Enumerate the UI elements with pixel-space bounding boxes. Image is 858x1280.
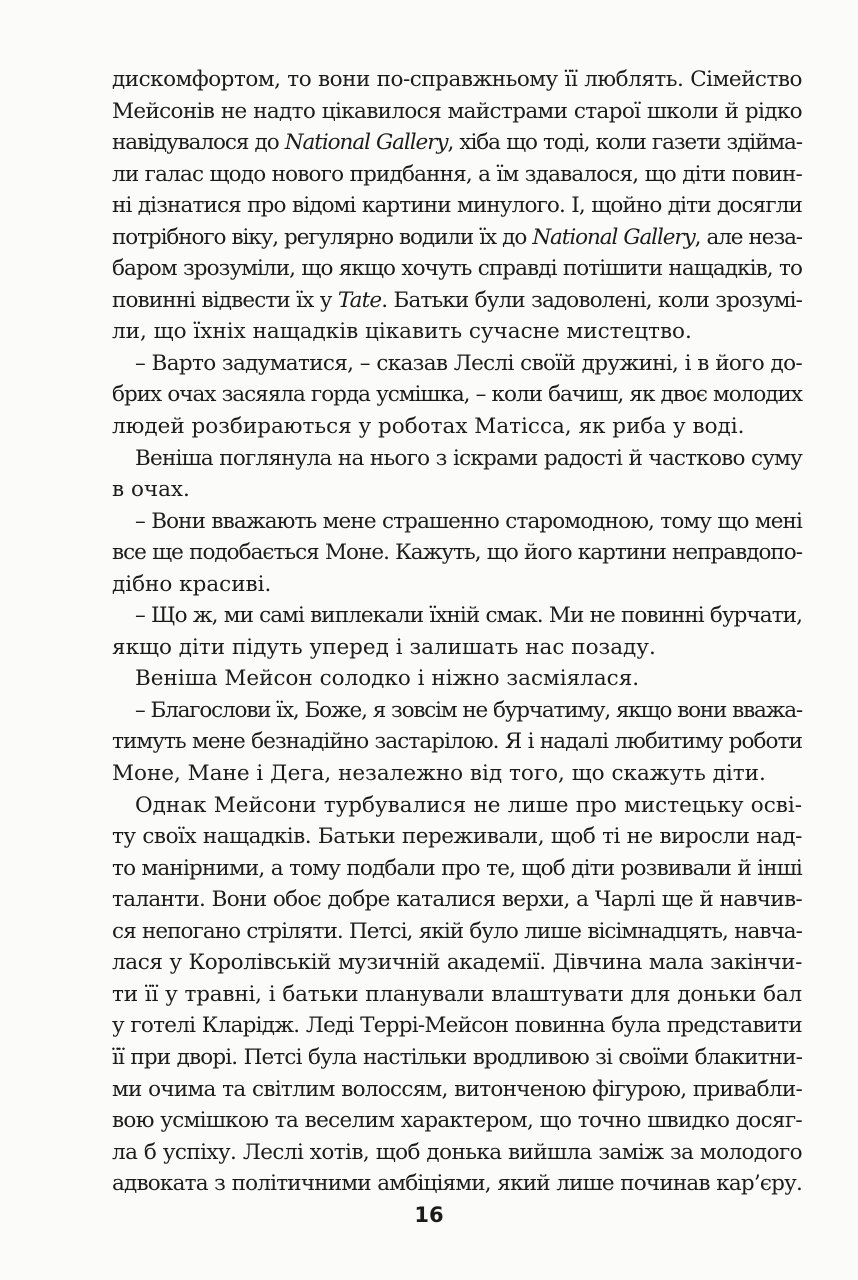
text-segment: дискомфортом, то вони по-справжньому її люблять. Сімейство <box>112 67 802 92</box>
text-line <box>112 127 802 159</box>
text-segment: її при дворі. Петсі була настільки вродливою зі своїми блакитни- <box>112 1044 802 1070</box>
text-segment: в очах. <box>112 477 190 503</box>
text-line <box>112 537 802 569</box>
text-segment: ли галас щодо нового придбання, а їм здавалося, що діти повин- <box>112 161 802 187</box>
text-segment: – Варто задуматися, – сказав Леслі своїй дружині, і в його до- <box>135 350 802 376</box>
italic-text-segment: National Gallery <box>284 130 448 156</box>
text-line <box>112 1010 802 1042</box>
text-segment: Мейсонів не надто цікавилося майстрами старої школи й рідко <box>112 98 802 124</box>
text-segment: адвоката з політичними амбіціями, який лише починав кар’єру. <box>112 1171 802 1197</box>
text-segment: ся непогано стріляти. Петсі, якій було лише вісімнадцять, навча- <box>112 918 802 944</box>
text-segment: повинні відвести їх у <box>112 287 338 313</box>
text-line <box>112 474 802 506</box>
text-line <box>112 916 802 948</box>
text-segment: Моне, Мане і Дега, незалежно від того, що скажуть діти. <box>112 761 766 787</box>
text-line <box>112 379 802 411</box>
text-line <box>112 884 802 916</box>
text-segment: ми очима та світлим волоссям, витонченою фігурою, привабли- <box>112 1076 802 1102</box>
text-line <box>112 853 802 885</box>
text-segment: Веніша поглянула на нього з іскрами радості й частково суму <box>135 445 802 471</box>
text-line <box>112 695 802 727</box>
body-text <box>112 64 802 1200</box>
text-segment: , хіба що тоді, коли газети здійма- <box>447 130 802 156</box>
text-segment: навідувалося до <box>112 130 285 156</box>
text-segment: ла б успіху. Леслі хотів, щоб донька вийшла заміж за молодого <box>112 1139 802 1165</box>
text-segment: якщо діти підуть уперед і залишать нас позаду. <box>112 634 656 660</box>
text-line <box>112 1137 802 1169</box>
text-segment: . Батьки були задоволені, коли зрозумі- <box>381 287 802 313</box>
text-segment: вою усмішкою та веселим характером, що точно швидко досяг- <box>112 1108 802 1134</box>
text-segment: у готелі Кларідж. Леді Террі-Мейсон повинна була представити <box>112 1013 802 1039</box>
text-line <box>112 663 802 695</box>
text-segment: людей розбираються у роботах Матісса, як риба у воді. <box>112 414 745 440</box>
text-line <box>112 726 802 758</box>
text-line <box>112 821 802 853</box>
text-line <box>112 285 802 317</box>
text-segment: лася у Королівській музичній академії. Дівчина мала закінчи- <box>112 950 802 976</box>
text-line <box>112 947 802 979</box>
text-line <box>112 758 802 790</box>
text-line <box>112 443 802 475</box>
text-line <box>112 222 802 254</box>
text-line <box>112 190 802 222</box>
text-line <box>112 159 802 191</box>
text-line <box>112 1042 802 1074</box>
text-segment: , але неза- <box>694 224 802 250</box>
page-number: 16 <box>414 1203 444 1227</box>
text-line <box>112 316 802 348</box>
text-segment: ти її у травні, і батьки планували влаштувати для доньки бал <box>112 981 802 1007</box>
text-line <box>112 632 802 664</box>
text-segment: Однак Мейсони турбувалися не лише про мистецьку осві- <box>135 792 802 818</box>
text-line <box>112 411 802 443</box>
text-segment: брих очах засяяла горда усмішка, – коли бачиш, як двоє молодих <box>112 382 802 408</box>
text-segment: – Вони вважають мене страшенно старомодною, тому що мені <box>135 508 802 534</box>
text-line <box>112 569 802 601</box>
text-segment: потрібного віку, регулярно водили їх до <box>112 224 533 250</box>
text-line <box>112 1074 802 1106</box>
text-line <box>112 253 802 285</box>
text-segment: – Благослови їх, Боже, я зовсім не бурчатиму, якщо вони вважа- <box>135 697 802 723</box>
text-line <box>112 1105 802 1137</box>
text-line <box>112 348 802 380</box>
text-line <box>112 600 802 632</box>
text-line <box>112 1168 802 1200</box>
text-segment: дібно красиві. <box>112 571 272 597</box>
italic-text-segment: Tate <box>337 287 382 313</box>
text-line <box>112 979 802 1011</box>
text-line <box>112 506 802 538</box>
text-segment: все ще подобається Моне. Кажуть, що його картини неправдопо- <box>112 540 802 566</box>
text-segment: ту своїх нащадків. Батьки переживали, щоб ті не виросли над- <box>112 824 802 850</box>
text-segment: ні дізнатися про відомі картини минулого. І, щойно діти досягли <box>112 193 802 219</box>
text-segment: то манірними, а тому подбали про те, щоб діти розвивали й інші <box>112 855 802 881</box>
text-line <box>112 64 802 96</box>
text-line <box>112 790 802 822</box>
text-segment: баром зрозуміли, що якщо хочуть справді потішити нащадків, то <box>112 256 802 282</box>
text-segment: тимуть мене безнадійно застарілою. Я і надалі любитиму роботи <box>112 729 802 755</box>
text-segment: Веніша Мейсон солодко і ніжно засміялася. <box>135 666 640 692</box>
italic-text-segment: National Gallery <box>532 224 695 250</box>
text-line <box>112 96 802 128</box>
text-segment: – Що ж, ми самі виплекали їхній смак. Ми не повинні бурчати, <box>135 603 802 629</box>
text-segment: таланти. Вони обоє добре каталися верхи, а Чарлі ще й навчив- <box>112 887 802 913</box>
text-segment: ли, що їхніх нащадків цікавить сучасне мистецтво. <box>112 319 692 345</box>
